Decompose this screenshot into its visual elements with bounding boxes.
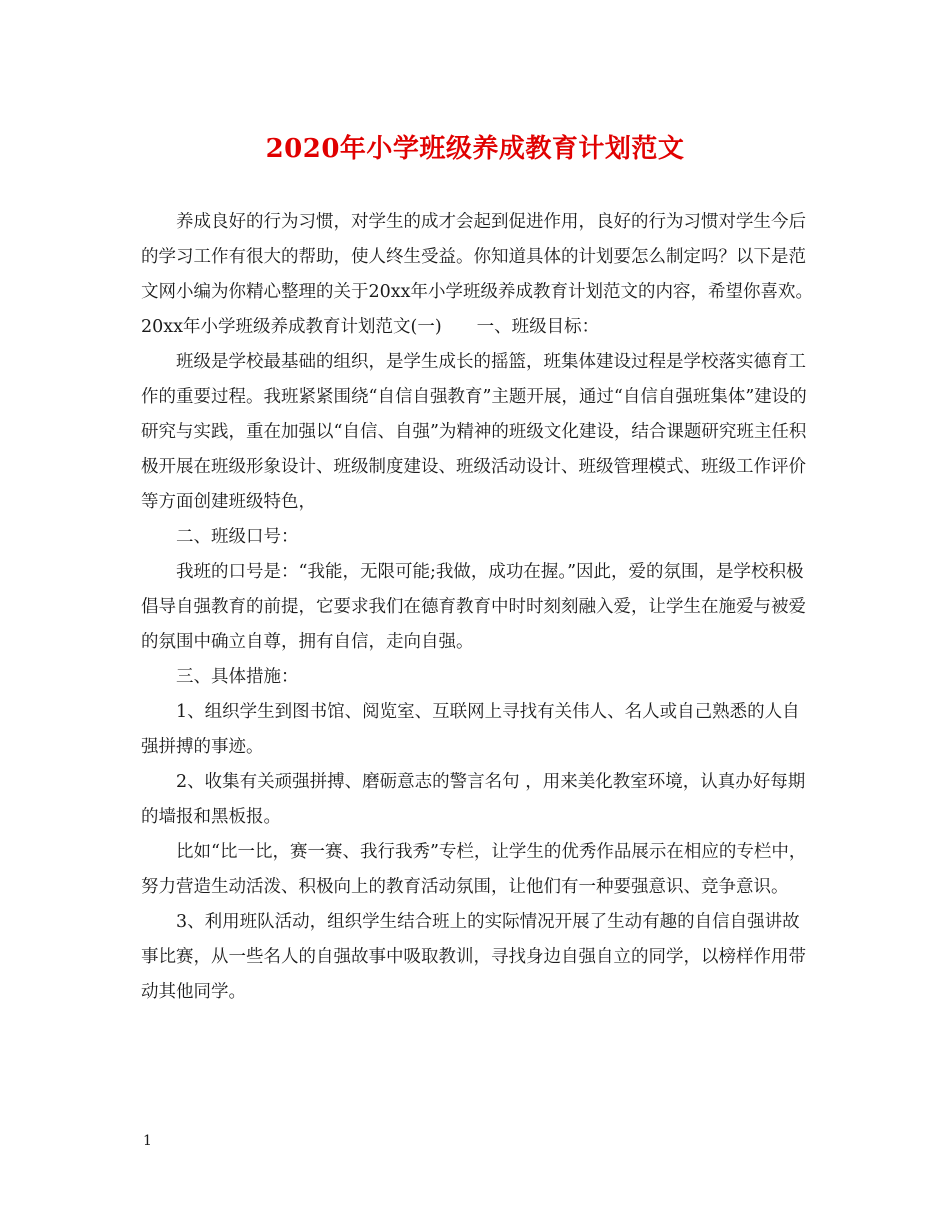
paragraph-subhead: 20xx年小学班级养成教育计划范文(一) 一、班级目标： — [141, 317, 600, 337]
document-body — [141, 205, 813, 1010]
heading-specific-measures: 三、具体措施： — [176, 667, 299, 687]
paragraph-intro: 养成良好的行为习惯，对学生的成才会起到促进作用，良好的行为习惯对学生今后的学习工作有很大的帮助，使人终生受益。你知道具体的计划要怎么制定吗？以下是范文网小编为你精心整理的关于20xx年小学班级养成教育计划范文的内容，希望你喜欢。 — [141, 212, 814, 302]
paragraph-class-slogan: 我班的口号是：“我能，无限可能;我做，成功在握。”因此，爱的氛围，是学校积极倡导自强教育的前提，它要求我们在德育教育中时时刻刻融入爱，让学生在施爱与被爱的氛围中确立自尊，拥有自信，走向自强。 — [141, 562, 806, 652]
paragraph-class-goal: 班级是学校最基础的组织，是学生成长的摇篮，班集体建设过程是学校落实德育工作的重要过程。我班紧紧围绕“自信自强教育”主题开展，通过“自信自强班集体”建设的研究与实践，重在加强以“自信、自强”为精神的班级文化建设，结合课题研究班主任积极开展在班级形象设计、班级制度建设、班级活动设计、班级管理模式、班级工作评价等方面创建班级特色， — [141, 352, 807, 512]
heading-class-slogan: 二、班级口号： — [176, 527, 299, 547]
document-title: 2020年小学班级养成教育计划范文 — [265, 134, 685, 164]
paragraph-measure-3: 3、利用班队活动，组织学生结合班上的实际情况开展了生动有趣的自信自强讲故事比赛，从一些名人的自强故事中吸取教训，寻找身边自强自立的同学，以榜样作用带动其他同学。 — [141, 912, 806, 1002]
paragraph-measure-1: 1、组织学生到图书馆、阅览室、互联网上寻找有关伟人、名人或自己熟悉的人自强拼搏的事迹。 — [141, 702, 800, 757]
page-number: 1 — [143, 1133, 152, 1149]
paragraph-example: 比如“比一比，赛一赛、我行我秀”专栏，让学生的优秀作品展示在相应的专栏中，努力营造生动活泼、积极向上的教育活动氛围，让他们有一种要强意识、竞争意识。 — [141, 842, 807, 897]
paragraph-measure-2: 2、收集有关顽强拼搏、磨砺意志的警言名句 ，用来美化教室环境，认真办好每期的墙报和黑板报。 — [141, 772, 806, 827]
